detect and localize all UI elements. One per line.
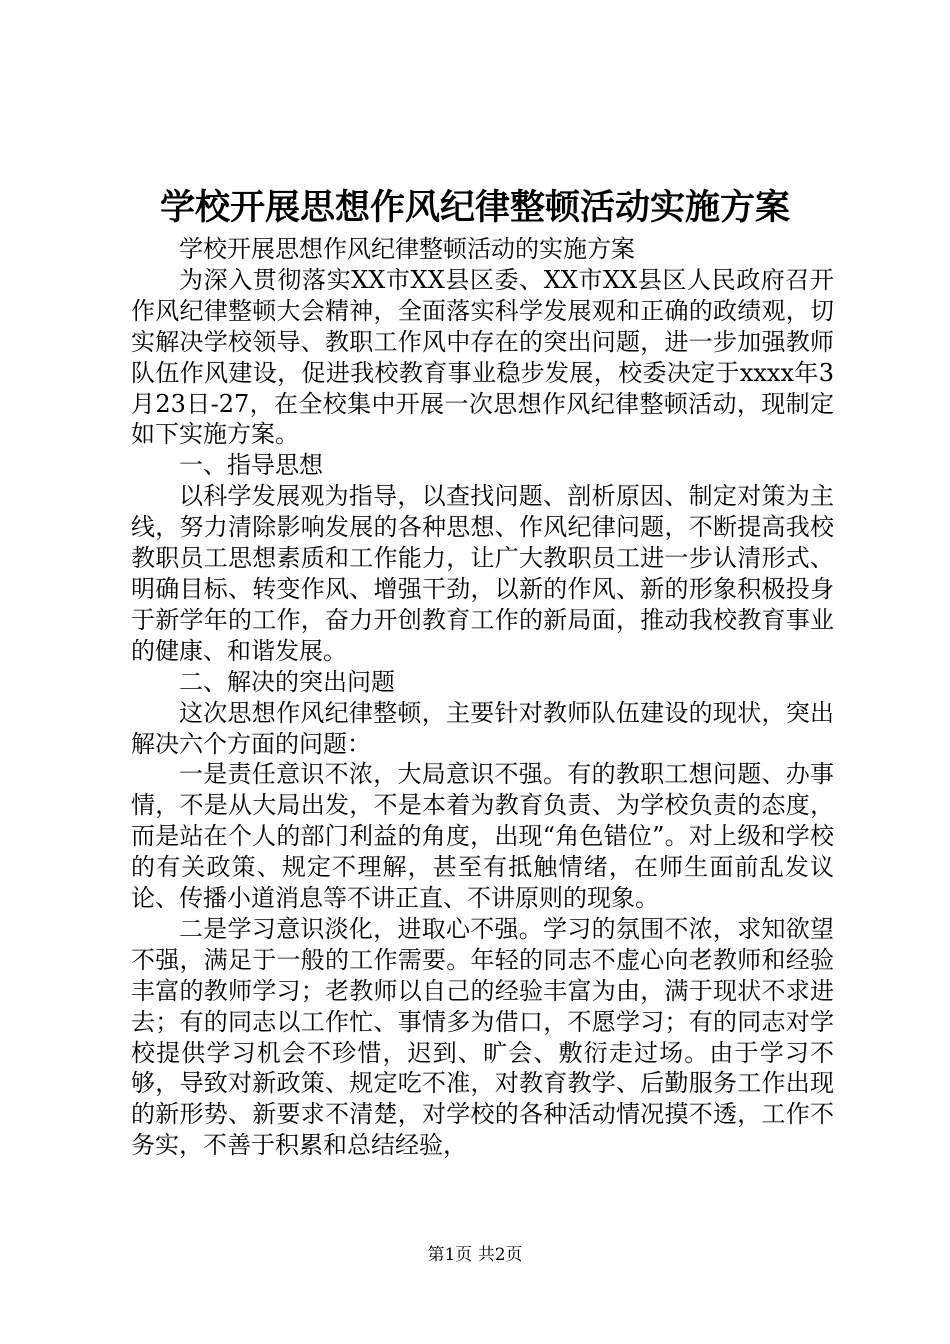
subtitle-paragraph: 学校开展思想作风纪律整顿活动的实施方案 <box>179 235 635 263</box>
problem-two-paragraph: 二是学习意识淡化，进取心不强。学习的氛围不浓，求知欲望不强，满足于一般的工作需要。年轻的同志不虚心向老教师和经验丰富的教师学习；老教师以自己的经验丰富为由，满于现状不求进去；有的同志以工作忙、事情多为借口，不愿学习；有的同志对学校提供学习机会不珍惜，迟到、旷会、敷衍走过场。由于学习不够，导致对新政策、规定吃不准，对教育教学、后勤服务工作出现的新形势、新要求不清楚，对学校的各种活动情况摸不透，工作不务实，不善于积累和总结经验， <box>131 914 834 1160</box>
page-footer: 第1页 共2页 <box>427 1245 523 1265</box>
document-title: 学校开展思想作风纪律整顿活动实施方案 <box>159 187 790 228</box>
section-heading-guiding-thought: 一、指导思想 <box>179 451 323 480</box>
problem-one-paragraph: 一是责任意识不浓，大局意识不强。有的教职工想问题、办事情，不是从大局出发，不是本着为教育负责、为学校负责的态度，而是站在个人的部门利益的角度，出现“角色错位”。对上级和学校的有关政策、规定不理解，甚至有抵触情绪，在师生面前乱发议论、传播小道消息等不讲正直、不讲原则的现象。 <box>131 760 834 913</box>
guiding-thought-paragraph: 以科学发展观为指导，以查找问题、剖析原因、制定对策为主线，努力清除影响发展的各种思想、作风纪律问题，不断提高我校教职员工思想素质和工作能力，让广大教职员工进一步认清形式、明确目标、转变作风、增强干劲，以新的作风、新的形象积极投身于新学年的工作，奋力开创教育工作的新局面，推动我校教育事业的健康、和谐发展。 <box>131 482 834 665</box>
intro-paragraph: 为深入贯彻落实XX市XX县区委、XX市XX县区人民政府召开作风纪律整顿大会精神，全面落实科学发展观和正确的政绩观，切实解决学校领导、教职工作风中存在的突出问题，进一步加强教师队伍作风建设，促进我校教育事业稳步发展，校委决定于xxxx年3月23日-27，在全校集中开展一次思想作风纪律整顿活动，现制定如下实施方案。 <box>131 265 834 449</box>
section-heading-key-problems: 二、解决的突出问题 <box>179 667 395 696</box>
key-problems-intro-paragraph: 这次思想作风纪律整顿，主要针对教师队伍建设的现状，突出解决六个方面的问题： <box>131 698 834 758</box>
document-body <box>131 234 834 1161</box>
